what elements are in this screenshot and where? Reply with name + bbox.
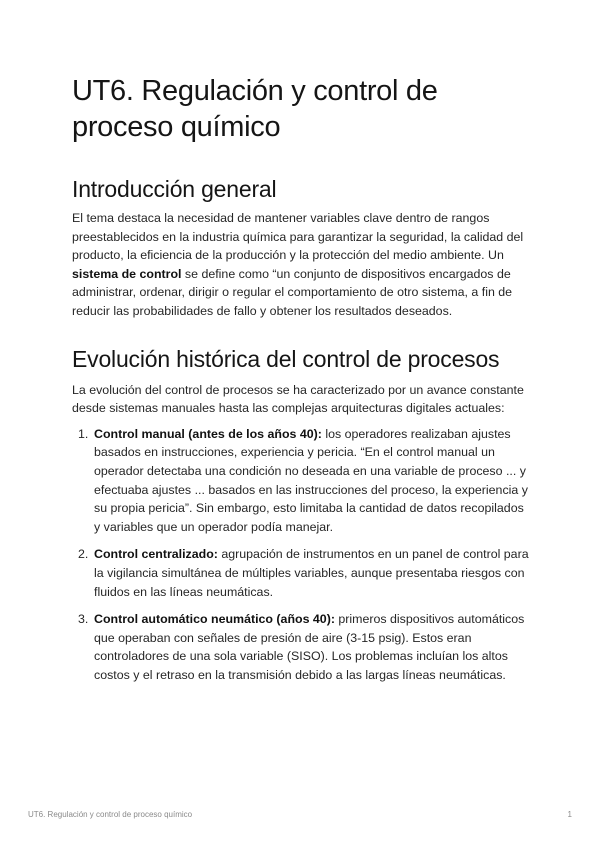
evolution-intro-paragraph: La evolución del control de procesos se ha caracterizado por un avance constante desde sistemas manuales hasta las complejas arquitecturas digitales actuales: (72, 382, 524, 416)
intro-text-part2: se define como “un conjunto de dispositivos encargados de administrar, ordenar, dirigir o regular el comportamiento de otro sistema, a fin de reducir las probabilidades de fallo y obtener los resultados deseados. (72, 266, 513, 318)
footer-document-title: UT6. Regulación y control de proceso químico (28, 810, 193, 819)
list-item-text: agrupación de instrumentos en un panel de control para la vigilancia simultánea de múltiples variables, aunque presentaba riesgos con fluidos en las líneas neumáticas. (94, 547, 529, 599)
list-item-number: 2. (78, 547, 89, 562)
list-item-title: Control manual (antes de los años 40): (94, 426, 322, 441)
page-content (72, 72, 530, 684)
list-item-text: los operadores realizaban ajustes basados en instrucciones, experiencia y pericia. “En el control manual un operador detectaba una condición no deseada en una variable de proceso ... y efectuaba ajustes ... basados en las instrucciones del proceso, la experiencia y su propia pericia”. Sin embargo, esto limitaba la cantidad de datos recopilados y variables que un operador podía manejar. (94, 426, 528, 534)
intro-paragraph (72, 209, 530, 321)
page-title: UT6. Regulación y control de proceso químico (72, 75, 438, 143)
list-item (72, 425, 530, 537)
list-item (72, 610, 530, 684)
list-item-text: primeros dispositivos automáticos que operaban con señales de presión de aire (3-15 psig). Estos eran controladores de una sola variable (SISO). Los problemas incluían los altos costos y el retraso en la transmisión debido a las largas líneas neumáticas. (94, 612, 525, 682)
intro-text-part1: El tema destaca la necesidad de mantener variables clave dentro de rangos preestablecidos en la industria química para garantizar la seguridad, la calidad del producto, la eficiencia de la producción y la protección del medio ambiente. Un (72, 211, 524, 263)
page-footer (28, 810, 572, 819)
list-item-number: 1. (78, 426, 89, 441)
section-heading-evolution: Evolución histórica del control de procesos (72, 345, 500, 372)
evolution-list (72, 425, 530, 685)
footer-page-number: 1 (567, 810, 572, 819)
intro-bold-term: sistema de control (72, 266, 182, 281)
list-item-title: Control automático neumático (años 40): (94, 612, 335, 627)
list-item (72, 545, 530, 601)
list-item-number: 3. (78, 612, 89, 627)
section-heading-intro: Introducción general (72, 176, 277, 202)
list-item-title: Control centralizado: (94, 547, 218, 562)
